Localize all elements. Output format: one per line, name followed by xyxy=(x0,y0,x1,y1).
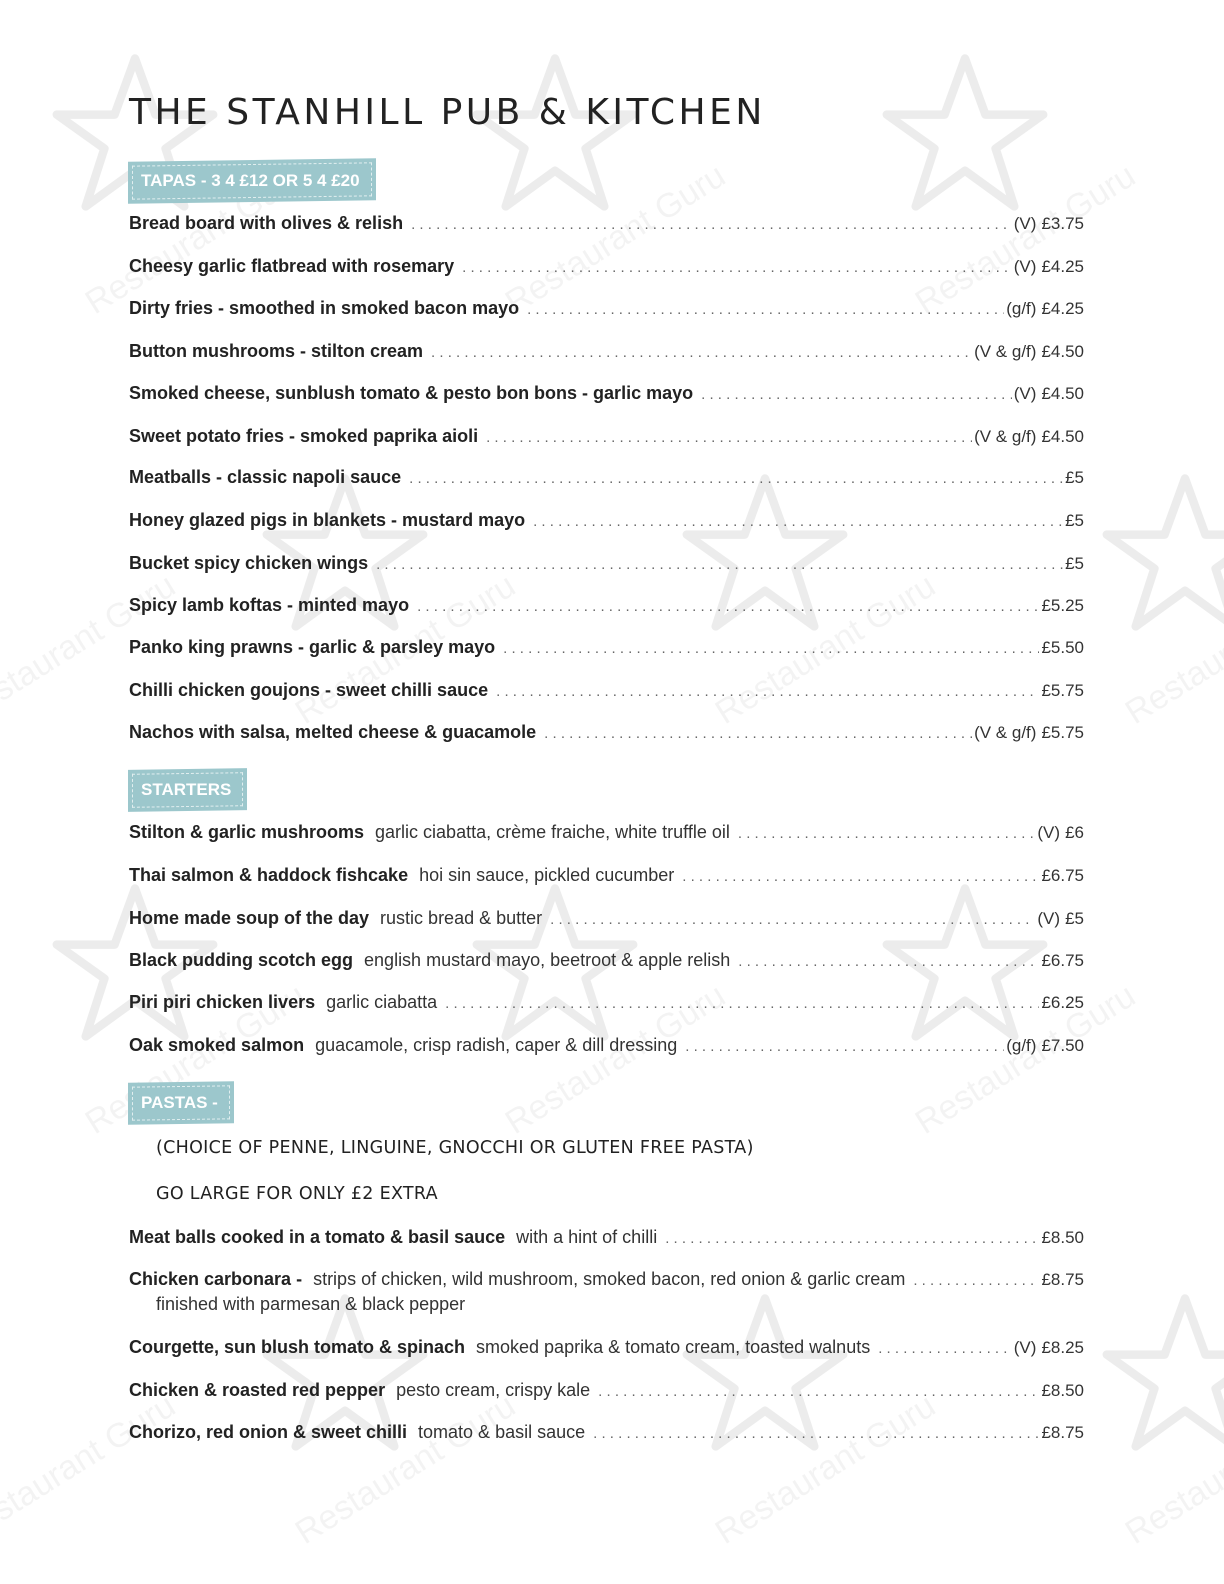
menu-item xyxy=(129,1269,1084,1314)
pasta-choice-note: (CHOICE OF PENNE, LINGUINE, GNOCCHI OR GLUTEN FREE PASTA) xyxy=(156,1138,754,1158)
item-price: £4.25 xyxy=(1041,257,1084,276)
item-price: £5.75 xyxy=(1041,723,1084,742)
item-tag: (g/f) xyxy=(1006,299,1037,318)
dot-leader xyxy=(544,725,972,742)
menu-item xyxy=(129,426,1084,447)
dot-leader xyxy=(462,259,1012,276)
menu-item xyxy=(129,595,1084,616)
menu-item xyxy=(129,553,1084,574)
dot-leader xyxy=(411,216,1012,233)
menu-item xyxy=(129,822,1084,843)
item-price: £5 xyxy=(1065,468,1084,487)
item-tag: (V) xyxy=(1013,214,1037,233)
item-price: £3.75 xyxy=(1041,214,1084,233)
item-name: Dirty fries - smoothed in smoked bacon mayo xyxy=(129,298,520,318)
item-price: £5 xyxy=(1065,511,1084,530)
item-tag: (V) xyxy=(1013,384,1037,403)
dot-leader xyxy=(496,683,1039,700)
dot-leader xyxy=(503,640,1039,657)
dot-leader xyxy=(533,513,1063,530)
item-description: garlic ciabatta, crème fraiche, white truffle oil xyxy=(375,822,730,842)
item-price: £5.75 xyxy=(1041,681,1084,700)
item-price: £4.50 xyxy=(1041,384,1084,403)
item-tag: (V) xyxy=(1013,257,1037,276)
menu-item xyxy=(129,256,1084,277)
dot-leader xyxy=(593,1425,1039,1442)
item-name: Button mushrooms - stilton cream xyxy=(129,341,424,361)
item-description: strips of chicken, wild mushroom, smoked bacon, red onion & garlic cream xyxy=(313,1269,906,1289)
star-fork-icon xyxy=(1100,1290,1224,1460)
star-fork-icon xyxy=(880,50,1050,220)
dot-leader xyxy=(431,344,972,361)
dot-leader xyxy=(701,386,1012,403)
watermark-text xyxy=(289,1386,523,1552)
item-price: £5.50 xyxy=(1041,638,1084,657)
item-description: rustic bread & butter xyxy=(380,908,543,928)
item-name: Bucket spicy chicken wings xyxy=(129,553,369,573)
item-tag: (V) xyxy=(1037,823,1061,842)
watermark-text xyxy=(1119,1386,1224,1552)
item-price: £6.25 xyxy=(1041,993,1084,1012)
menu-item xyxy=(129,908,1084,929)
item-description: pesto cream, crispy kale xyxy=(396,1380,591,1400)
item-name: Black pudding scotch egg xyxy=(129,950,354,970)
item-price: £4.25 xyxy=(1041,299,1084,318)
item-name: Oak smoked salmon xyxy=(129,1035,305,1055)
dot-leader xyxy=(913,1272,1039,1289)
menu-item xyxy=(129,383,1084,404)
item-description: garlic ciabatta xyxy=(326,992,438,1012)
menu-item xyxy=(129,1035,1084,1056)
item-tag: (V & g/f) xyxy=(974,342,1037,361)
item-name: Piri piri chicken livers xyxy=(129,992,316,1012)
item-price: £4.50 xyxy=(1041,427,1084,446)
item-name: Bread board with olives & relish xyxy=(129,213,404,233)
item-name: Chilli chicken goujons - sweet chilli sauce xyxy=(129,680,489,700)
menu-item xyxy=(129,467,1084,488)
item-name: Thai salmon & haddock fishcake xyxy=(129,865,409,885)
item-name: Stilton & garlic mushrooms xyxy=(129,822,365,842)
item-name: Nachos with salsa, melted cheese & guacamole xyxy=(129,722,537,742)
item-name: Meat balls cooked in a tomato & basil sauce xyxy=(129,1227,506,1247)
item-price: £5.25 xyxy=(1041,596,1084,615)
menu-item xyxy=(129,213,1084,234)
item-name: Chicken carbonara - xyxy=(129,1269,303,1289)
section-heading-pastas: PASTAS - xyxy=(128,1081,234,1124)
dot-leader xyxy=(376,556,1063,573)
section-heading-tapas: TAPAS - 3 4 £12 OR 5 4 £20 xyxy=(128,158,376,203)
page-title: THE STANHILL PUB & KITCHEN xyxy=(129,92,766,133)
item-tag: (V & g/f) xyxy=(974,723,1037,742)
item-name: Honey glazed pigs in blankets - mustard mayo xyxy=(129,510,526,530)
item-name: Cheesy garlic flatbread with rosemary xyxy=(129,256,455,276)
dot-leader xyxy=(738,953,1039,970)
watermark-text xyxy=(709,1386,943,1552)
item-description: hoi sin sauce, pickled cucumber xyxy=(419,865,675,885)
dot-leader xyxy=(685,1038,1004,1055)
dot-leader xyxy=(417,598,1039,615)
dot-leader xyxy=(486,429,972,446)
dot-leader xyxy=(878,1340,1012,1357)
star-fork-icon xyxy=(1100,470,1224,640)
menu-item xyxy=(129,722,1084,743)
item-price: £6.75 xyxy=(1041,951,1084,970)
dot-leader xyxy=(550,911,1035,928)
menu-item xyxy=(129,950,1084,971)
item-price: £8.75 xyxy=(1041,1423,1084,1442)
dot-leader xyxy=(738,825,1036,842)
item-price: £6.75 xyxy=(1041,866,1084,885)
item-tag: (g/f) xyxy=(1006,1036,1037,1055)
item-price: £7.50 xyxy=(1041,1036,1084,1055)
watermark-text xyxy=(1119,566,1224,732)
item-description: guacamole, crisp radish, caper & dill dressing xyxy=(315,1035,678,1055)
menu-item xyxy=(129,1380,1084,1401)
item-name: Courgette, sun blush tomato & spinach xyxy=(129,1337,466,1357)
menu-item xyxy=(129,637,1084,658)
item-name: Panko king prawns - garlic & parsley mayo xyxy=(129,637,496,657)
item-tag: (V & g/f) xyxy=(974,427,1037,446)
dot-leader xyxy=(527,301,1004,318)
item-tag: (V) xyxy=(1013,1338,1037,1357)
item-name: Home made soup of the day xyxy=(129,908,370,928)
item-price: £5 xyxy=(1065,554,1084,573)
dot-leader xyxy=(445,995,1039,1012)
menu-item xyxy=(129,1422,1084,1443)
item-price: £4.50 xyxy=(1041,342,1084,361)
menu-item xyxy=(129,680,1084,701)
section-heading-starters: STARTERS xyxy=(128,768,247,812)
item-description: with a hint of chilli xyxy=(516,1227,658,1247)
dot-leader xyxy=(665,1230,1039,1247)
menu-item xyxy=(129,1227,1084,1248)
item-price: £8.50 xyxy=(1041,1381,1084,1400)
dot-leader xyxy=(598,1383,1039,1400)
watermark-text xyxy=(0,1386,183,1552)
menu-item xyxy=(129,510,1084,531)
item-name: Chicken & roasted red pepper xyxy=(129,1380,386,1400)
menu-item xyxy=(129,992,1084,1013)
item-price: £8.50 xyxy=(1041,1228,1084,1247)
item-name: Spicy lamb koftas - minted mayo xyxy=(129,595,410,615)
menu-item xyxy=(129,298,1084,319)
item-price: £5 xyxy=(1065,909,1084,928)
menu-item xyxy=(129,865,1084,886)
menu-item xyxy=(129,1337,1084,1358)
item-description-continued: finished with parmesan & black pepper xyxy=(156,1294,466,1314)
item-description: tomato & basil sauce xyxy=(418,1422,586,1442)
item-name: Smoked cheese, sunblush tomato & pesto bon bons - garlic mayo xyxy=(129,383,694,403)
item-name: Meatballs - classic napoli sauce xyxy=(129,467,402,487)
go-large-note: GO LARGE FOR ONLY £2 EXTRA xyxy=(156,1184,438,1204)
item-name: Sweet potato fries - smoked paprika aioli xyxy=(129,426,479,446)
item-description: english mustard mayo, beetroot & apple relish xyxy=(364,950,731,970)
item-price: £6 xyxy=(1065,823,1084,842)
item-tag: (V) xyxy=(1037,909,1061,928)
item-price: £8.25 xyxy=(1041,1338,1084,1357)
item-name: Chorizo, red onion & sweet chilli xyxy=(129,1422,408,1442)
star-fork-icon xyxy=(470,50,640,220)
item-price: £8.75 xyxy=(1041,1270,1084,1289)
dot-leader xyxy=(682,868,1039,885)
menu-item xyxy=(129,341,1084,362)
dot-leader xyxy=(409,470,1063,487)
item-description: smoked paprika & tomato cream, toasted walnuts xyxy=(476,1337,871,1357)
